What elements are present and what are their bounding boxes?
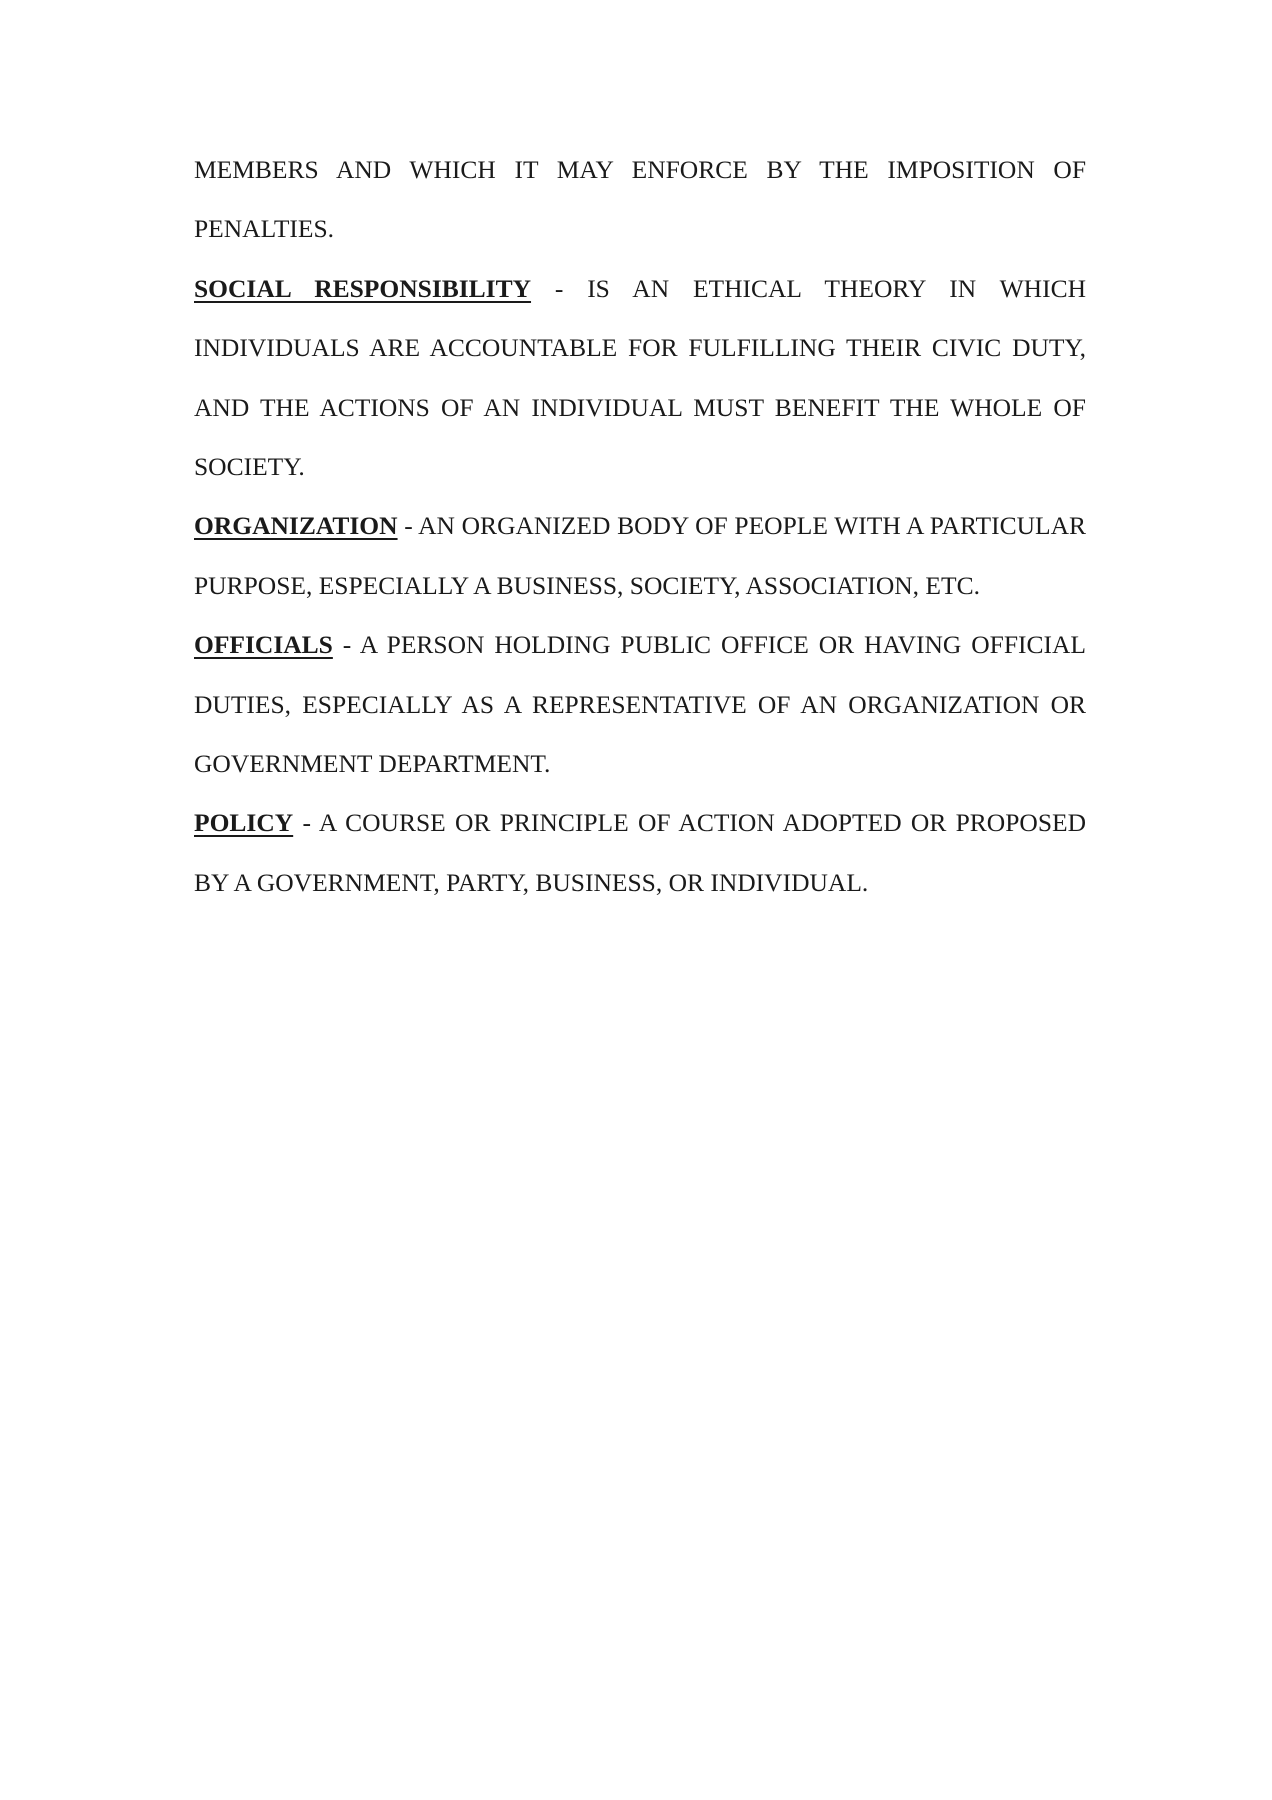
term-officials: OFFICIALS	[194, 630, 333, 660]
definition-text: A PERSON HOLDING PUBLIC OFFICE OR HAVING OFFICIAL DUTIES, ESPECIALLY AS A REPRESENTATIVE OF AN ORGANIZATION OR GOVERNMENT DEPARTMENT.	[194, 630, 1086, 779]
definition-text: AN ORGANIZED BODY OF PEOPLE WITH A PARTICULAR PURPOSE, ESPECIALLY A BUSINESS, SOCIETY, ASSOCIATION, ETC.	[194, 511, 1087, 600]
term-separator: -	[531, 273, 588, 303]
paragraph-text: MEMBERS AND WHICH IT MAY ENFORCE BY THE IMPOSITION OF PENALTIES.	[194, 155, 1086, 244]
term-separator: -	[397, 511, 419, 541]
term-policy: POLICY	[194, 808, 294, 838]
term-organization: ORGANIZATION	[194, 511, 398, 541]
definition-policy	[194, 793, 1086, 912]
document-body	[194, 140, 1086, 912]
definition-text: A COURSE OR PRINCIPLE OF ACTION ADOPTED OR PROPOSED BY A GOVERNMENT, PARTY, BUSINESS, OR INDIVIDUAL.	[194, 808, 1086, 897]
term-social-responsibility: SOCIAL RESPONSIBILITY	[194, 273, 532, 303]
term-separator: -	[332, 630, 360, 660]
definition-social-responsibility	[194, 259, 1086, 497]
definition-organization	[194, 496, 1086, 615]
definition-text: IS AN ETHICAL THEORY IN WHICH INDIVIDUALS ARE ACCOUNTABLE FOR FULFILLING THEIR CIVIC DUTY, AND THE ACTIONS OF AN INDIVIDUAL MUST BENEFIT THE WHOLE OF SOCIETY.	[194, 273, 1086, 482]
paragraph-penalties-continuation	[194, 140, 1086, 259]
definition-officials	[194, 615, 1086, 793]
term-separator: -	[293, 808, 319, 838]
